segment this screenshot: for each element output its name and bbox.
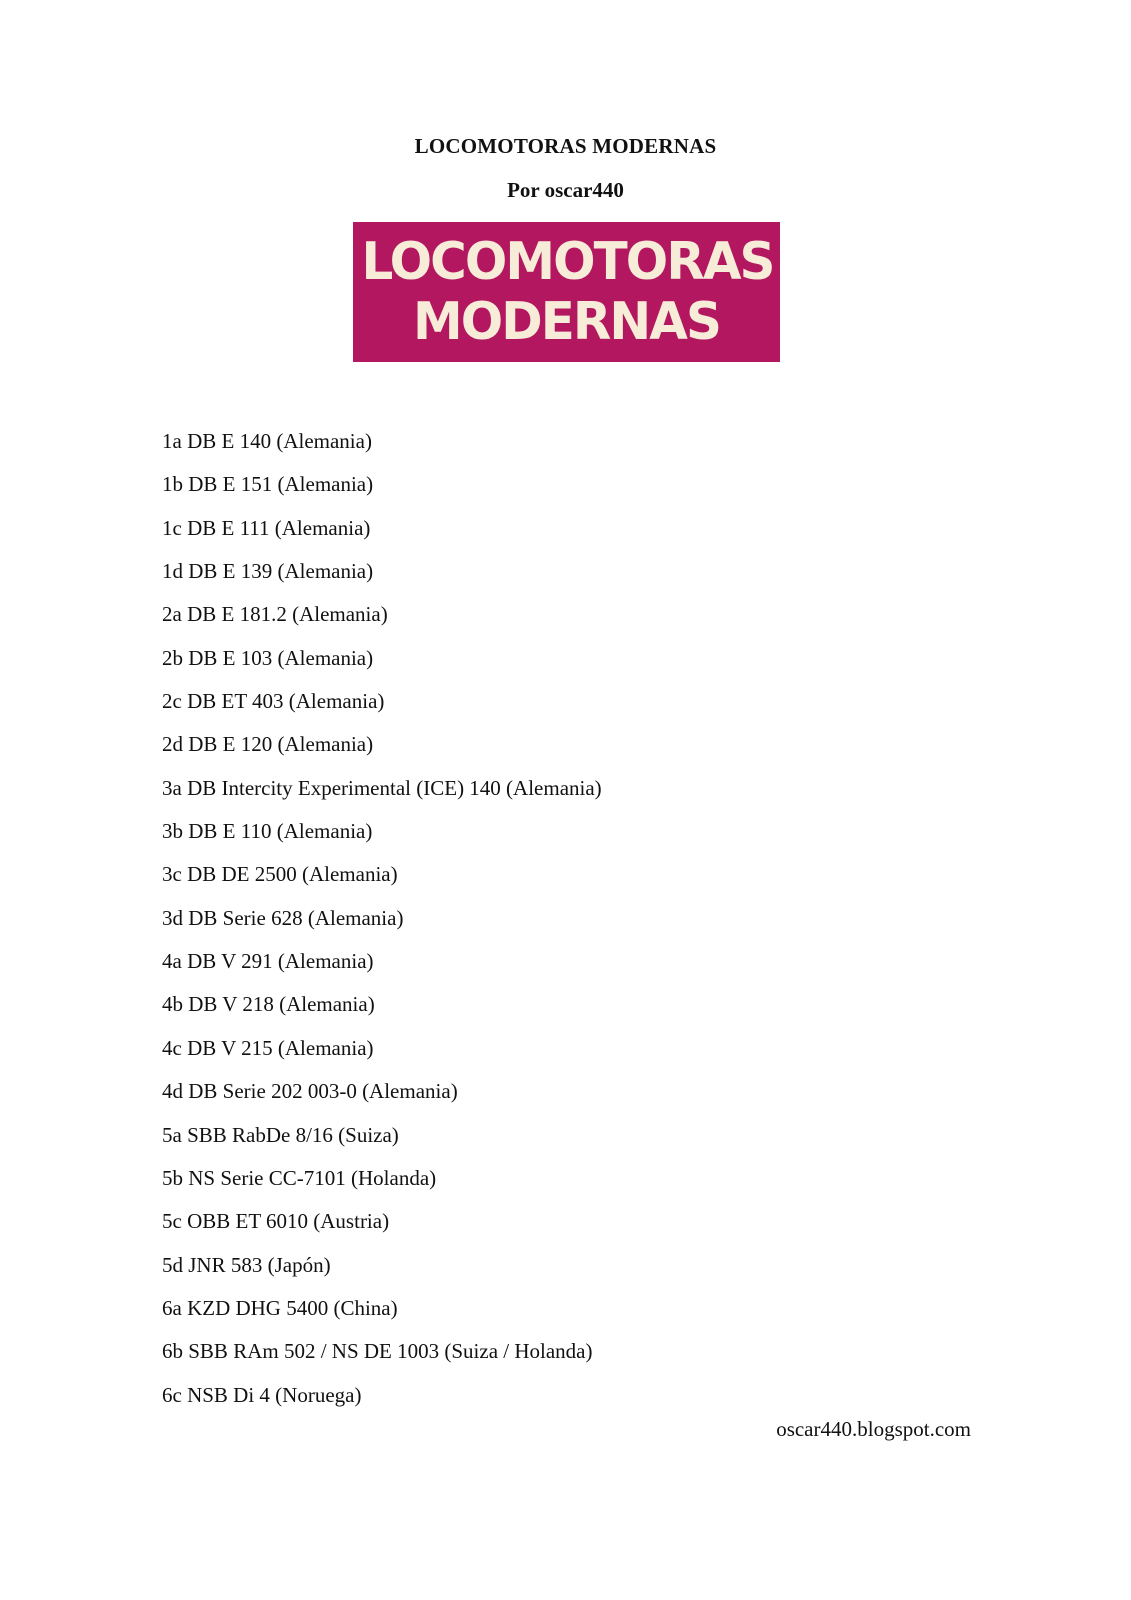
page-subtitle: Por oscar440	[507, 178, 624, 202]
list-item: 5b NS Serie CC-7101 (Holanda)	[162, 1165, 437, 1190]
list-item: 4d DB Serie 202 003-0 (Alemania)	[162, 1079, 458, 1104]
list-item: 4a DB V 291 (Alemania)	[162, 949, 374, 974]
list-item: 2a DB E 181.2 (Alemania)	[162, 602, 388, 627]
page-title: LOCOMOTORAS MODERNAS	[414, 134, 717, 158]
list-item: 5d JNR 583 (Japón)	[162, 1252, 331, 1277]
list-item: 4b DB V 218 (Alemania)	[162, 992, 375, 1017]
list-item: 3a DB Intercity Experimental (ICE) 140 (Alemania)	[162, 775, 602, 800]
list-item: 3d DB Serie 628 (Alemania)	[162, 905, 404, 930]
logo-line-2: MODERNAS	[412, 292, 721, 352]
logo-banner	[353, 222, 780, 362]
list-item: 2b DB E 103 (Alemania)	[162, 645, 374, 670]
list-item: 3b DB E 110 (Alemania)	[162, 819, 373, 844]
list-item: 5a SBB RabDe 8/16 (Suiza)	[162, 1122, 399, 1147]
footer-url: oscar440.blogspot.com	[776, 1417, 971, 1441]
list-item: 3c DB DE 2500 (Alemania)	[162, 862, 398, 887]
locomotive-list	[162, 420, 602, 1417]
list-item: 6a KZD DHG 5400 (China)	[162, 1295, 398, 1320]
logo-line-1: LOCOMOTORAS	[361, 232, 774, 292]
list-item: 1c DB E 111 (Alemania)	[162, 515, 371, 540]
list-item: 4c DB V 215 (Alemania)	[162, 1035, 374, 1060]
list-item: 5c OBB ET 6010 (Austria)	[162, 1209, 390, 1234]
list-item: 1a DB E 140 (Alemania)	[162, 429, 372, 453]
list-item: 1d DB E 139 (Alemania)	[162, 559, 374, 584]
list-item: 2c DB ET 403 (Alemania)	[162, 689, 385, 714]
list-item: 6b SBB RAm 502 / NS DE 1003 (Suiza / Holanda)	[162, 1339, 593, 1364]
list-item: 6c NSB Di 4 (Noruega)	[162, 1382, 362, 1407]
list-item: 2d DB E 120 (Alemania)	[162, 732, 374, 757]
list-item: 1b DB E 151 (Alemania)	[162, 472, 374, 497]
